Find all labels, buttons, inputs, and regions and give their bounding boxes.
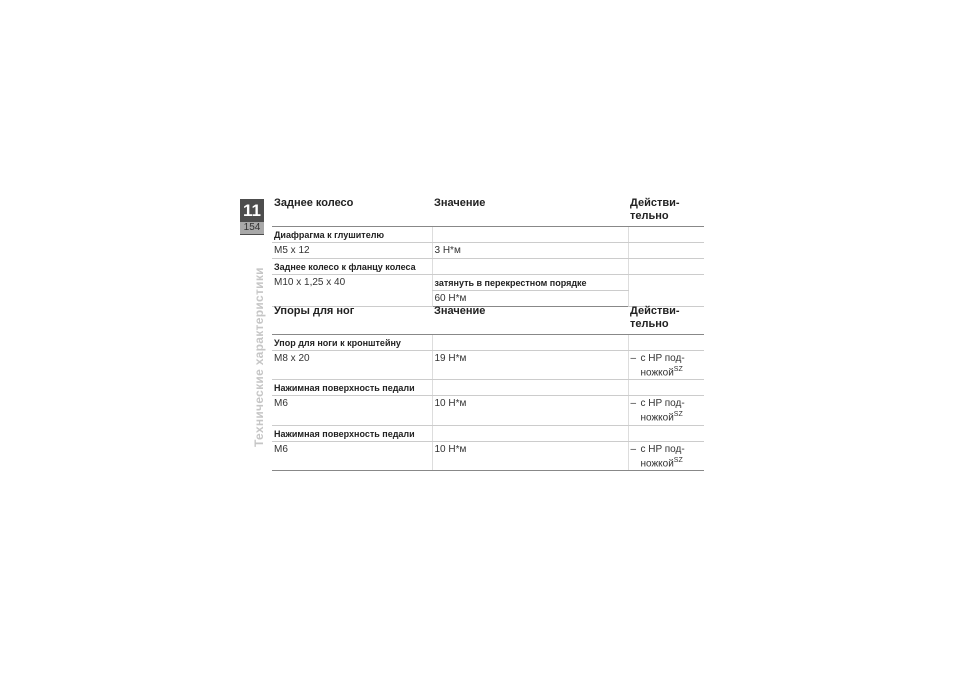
row-value: 10 Н*м — [432, 441, 628, 470]
row-label: Нажимная поверхность педали — [272, 380, 432, 396]
table-row — [272, 243, 704, 259]
row-label: Диафрагма к глушителю — [272, 227, 432, 243]
table-row — [272, 227, 704, 243]
valid-note — [631, 353, 703, 378]
row-label: M8 x 20 — [272, 351, 432, 380]
rear-wheel-table — [272, 197, 704, 307]
row-label: Упор для ноги к кронштейну — [272, 335, 432, 351]
table-row — [272, 275, 704, 291]
row-value — [432, 259, 628, 275]
chapter-badge — [240, 199, 264, 235]
header-footrests: Упоры для ног — [272, 305, 432, 335]
table-row — [272, 380, 704, 396]
valid-note — [631, 398, 703, 423]
row-label: M6 — [272, 396, 432, 425]
row-valid — [628, 441, 704, 470]
header-value: Значение — [432, 197, 628, 227]
row-valid — [628, 259, 704, 275]
row-label: M6 — [272, 441, 432, 470]
footrests-table — [272, 305, 704, 471]
row-value: 60 Н*м — [432, 291, 628, 307]
row-label: M10 x 1,25 x 40 — [272, 275, 432, 307]
note-dash: – — [630, 353, 637, 364]
row-valid — [628, 396, 704, 425]
row-valid — [628, 380, 704, 396]
header-valid: Действи-тельно — [628, 305, 704, 335]
row-valid — [628, 351, 704, 380]
row-value: затянуть в перекрестном порядке — [432, 275, 628, 291]
table-row — [272, 335, 704, 351]
header-rear-wheel: Заднее колесо — [272, 197, 432, 227]
note-sup: SZ — [673, 411, 683, 419]
row-valid — [628, 335, 704, 351]
row-label: Заднее колесо к фланцу колеса — [272, 259, 432, 275]
page-number: 154 — [240, 222, 264, 234]
table-row — [272, 396, 704, 425]
row-value: 10 Н*м — [432, 396, 628, 425]
row-label: Нажимная поверхность педали — [272, 425, 432, 441]
chapter-number: 11 — [243, 201, 261, 220]
header-valid: Действи-тельно — [628, 197, 704, 227]
row-value: 3 Н*м — [432, 243, 628, 259]
chapter-title: Технические характеристики — [252, 267, 266, 447]
row-value — [432, 380, 628, 396]
row-valid — [628, 425, 704, 441]
table-row — [272, 259, 704, 275]
note-sup: SZ — [673, 456, 683, 464]
table-row — [272, 425, 704, 441]
note-sup: SZ — [673, 366, 683, 373]
table-row — [272, 351, 704, 380]
row-value: 19 Н*м — [432, 351, 628, 380]
row-valid — [628, 275, 704, 307]
table-header — [272, 197, 704, 227]
note-text: с HP под-ножкой — [640, 353, 685, 379]
row-value — [432, 227, 628, 243]
row-label: M5 x 12 — [272, 243, 432, 259]
row-valid — [628, 227, 704, 243]
row-valid — [628, 243, 704, 259]
header-value: Значение — [432, 305, 628, 335]
row-value — [432, 335, 628, 351]
table-header — [272, 305, 704, 335]
table-row — [272, 441, 704, 470]
note-dash: – — [630, 398, 637, 410]
note-text: с HP под-ножкой — [640, 443, 685, 469]
row-value — [432, 425, 628, 441]
note-dash: – — [630, 443, 637, 455]
valid-note — [631, 444, 703, 469]
note-text: с HP под-ножкой — [640, 398, 685, 424]
